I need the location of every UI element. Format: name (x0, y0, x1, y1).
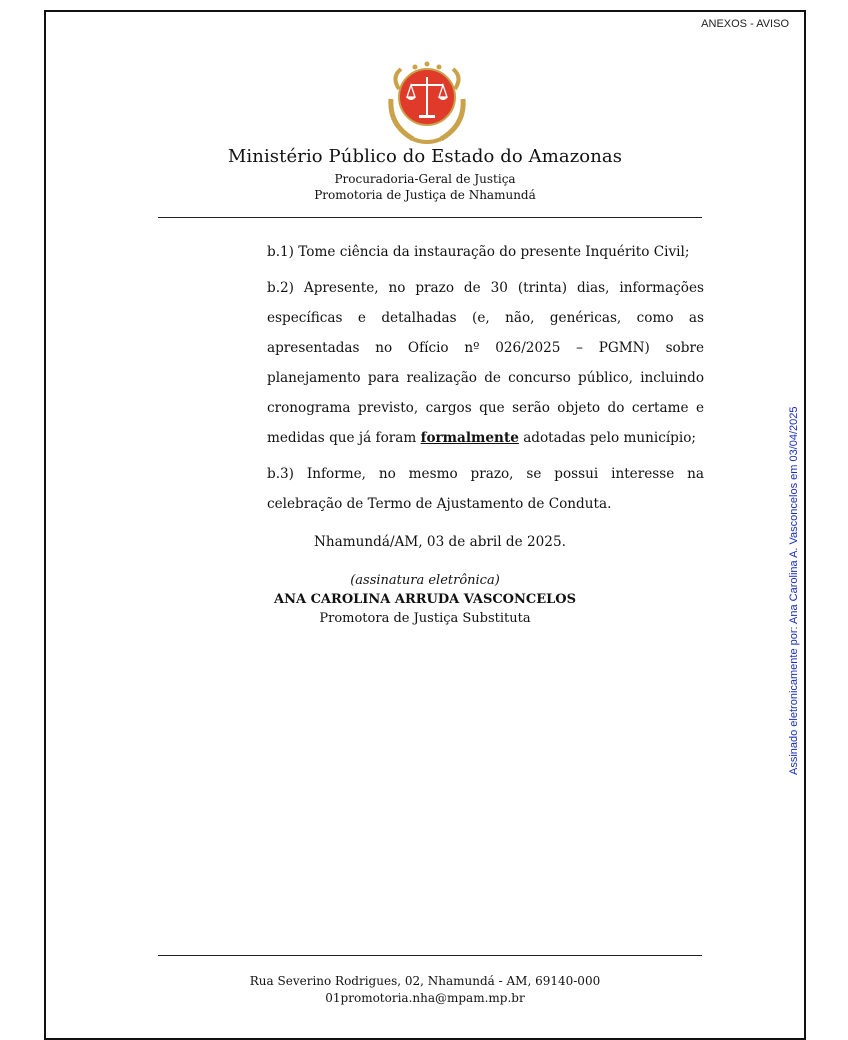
mpam-seal-logo (377, 59, 477, 145)
date-line: Nhamundá/AM, 03 de abril de 2025. (314, 534, 566, 550)
document-page (44, 10, 806, 1040)
department: Procuradoria-Geral de Justiça (334, 172, 516, 186)
header-divider (158, 217, 702, 218)
signature-note: (assinatura eletrônica) (350, 573, 500, 588)
footer-address: Rua Severino Rodrigues, 02, Nhamundá - AM, 69140-000 (249, 974, 601, 988)
signer-name: ANA CAROLINA ARRUDA VASCONCELOS (274, 592, 576, 607)
item-b2-tail: adotadas pelo município; (518, 430, 696, 446)
item-b2 (267, 273, 704, 453)
footer-divider (158, 955, 702, 956)
item-b1: b.1) Tome ciência da instauração do presente Inquérito Civil; (267, 244, 690, 260)
office-name: Promotoria de Justiça de Nhamundá (314, 188, 536, 202)
annex-tag: ANEXOS - AVISO (701, 18, 789, 30)
item-b2-text: b.2) Apresente, no prazo de 30 (trinta) dias, informações específicas e detalhadas (e, não, genéricas, como as apresentadas no Ofício nº 026/2025 – PGMN) sobre planejamento para realização de concurso público, incluindo cronograma previsto, cargos que serão objeto do certame e medidas que já foram (267, 280, 704, 446)
document-body (267, 237, 704, 525)
footer-email: 01promotoria.nha@mpam.mp.br (325, 991, 525, 1005)
item-b3: b.3) Informe, no mesmo prazo, se possui interesse na celebração de Termo de Ajustamento de Conduta. (267, 466, 704, 512)
item-b2-emphasis: formalmente (420, 430, 519, 446)
signer-title: Promotora de Justiça Substituta (319, 611, 531, 626)
electronic-signature-stamp: Assinado eletronicamente por: Ana Carolina A. Vasconcelos em 03/04/2025 (788, 406, 800, 775)
org-name: Ministério Público do Estado do Amazonas (227, 146, 623, 167)
